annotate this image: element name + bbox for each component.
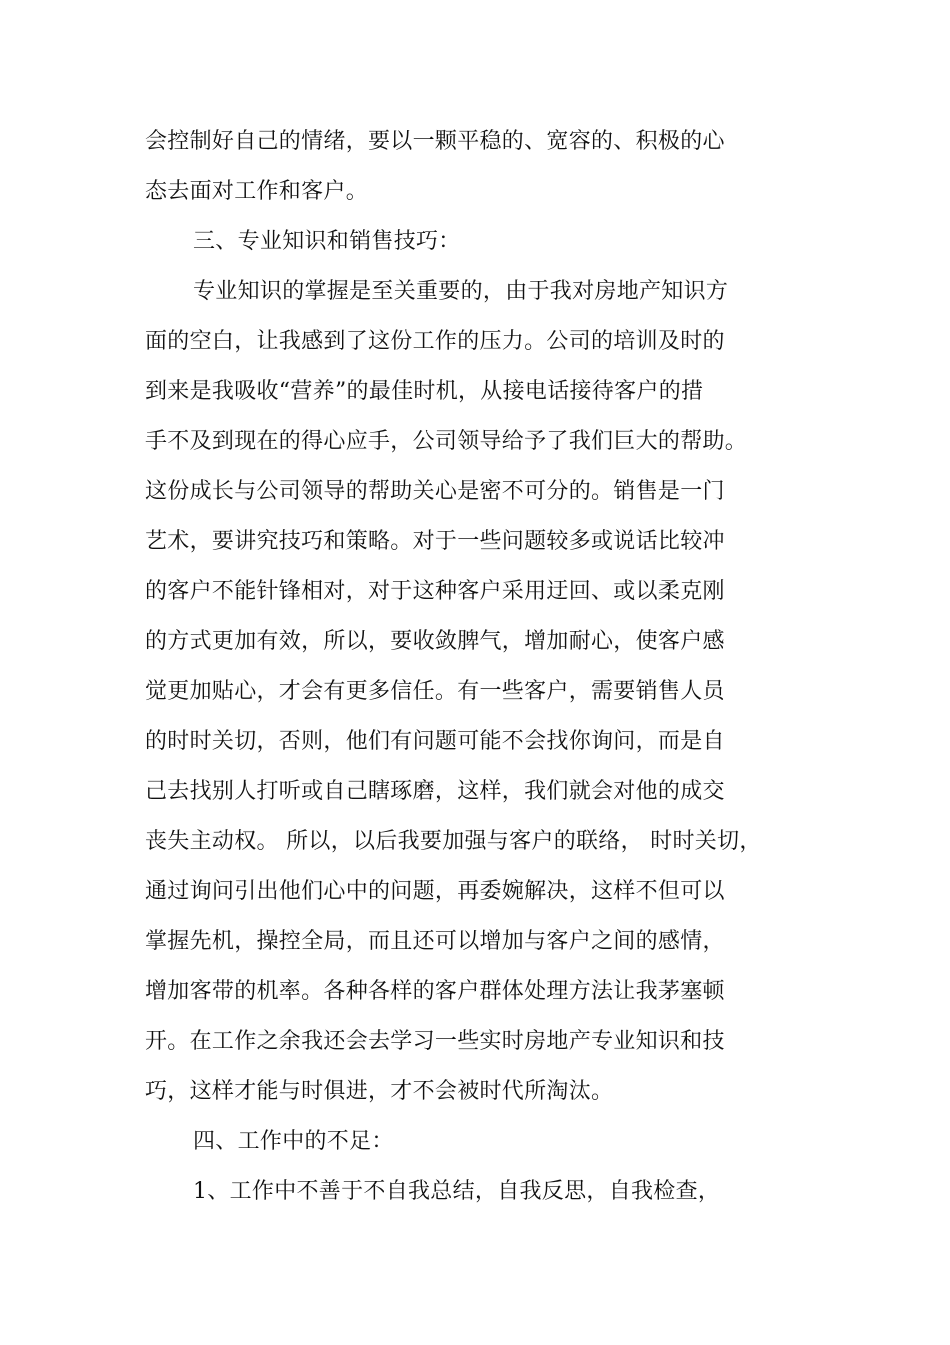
text-line: 觉更加贴心，才会有更多信任。有一些客户，需要销售人员 [145, 679, 725, 704]
text-line: 己去找别人打听或自己瞎琢磨，这样，我们就会对他的成交 [145, 779, 725, 804]
text-line: 通过询问引出他们心中的问题，再委婉解决，这样不但可以 [145, 879, 725, 904]
text-line: 手不及到现在的得心应手，公司领导给予了我们巨大的帮助。 [145, 429, 748, 454]
text-line: 丧失主动权。 所以，以后我要加强与客户的联络， 时时关切， [145, 829, 762, 854]
text-line: 态去面对工作和客户。 [145, 179, 369, 204]
section-heading: 四、工作中的不足： [193, 1129, 394, 1154]
paragraph-first-line: 专业知识的掌握是至关重要的，由于我对房地产知识方 [193, 279, 729, 304]
text-line: 的客户不能针锋相对，对于这种客户采用迂回、或以柔克刚 [145, 579, 725, 604]
text-line: 艺术，要讲究技巧和策略。对于一些问题较多或说话比较冲 [145, 529, 725, 554]
text-line: 到来是我吸收“营养”的最佳时机，从接电话接待客户的措 [145, 379, 704, 404]
text-line: 的时时关切，否则，他们有问题可能不会找你询问，而是自 [145, 729, 725, 754]
text-line: 会控制好自己的情绪，要以一颗平稳的、宽容的、积极的心 [145, 129, 725, 154]
text-line: 这份成长与公司领导的帮助关心是密不可分的。销售是一门 [145, 479, 725, 504]
text-line: 开。在工作之余我还会去学习一些实时房地产专业知识和技 [145, 1029, 725, 1054]
text-line: 面的空白，让我感到了这份工作的压力。公司的培训及时的 [145, 329, 725, 354]
text-line: 掌握先机，操控全局，而且还可以增加与客户之间的感情， [145, 929, 725, 954]
list-item: 1、工作中不善于不自我总结，自我反思，自我检查， [193, 1179, 721, 1204]
text-line: 的方式更加有效，所以，要收敛脾气，增加耐心，使客户感 [145, 629, 725, 654]
text-line: 巧，这样才能与时俱进，才不会被时代所淘汰。 [145, 1079, 614, 1104]
section-heading: 三、专业知识和销售技巧： [193, 229, 461, 254]
text-line: 增加客带的机率。各种各样的客户群体处理方法让我茅塞顿 [145, 979, 725, 1004]
